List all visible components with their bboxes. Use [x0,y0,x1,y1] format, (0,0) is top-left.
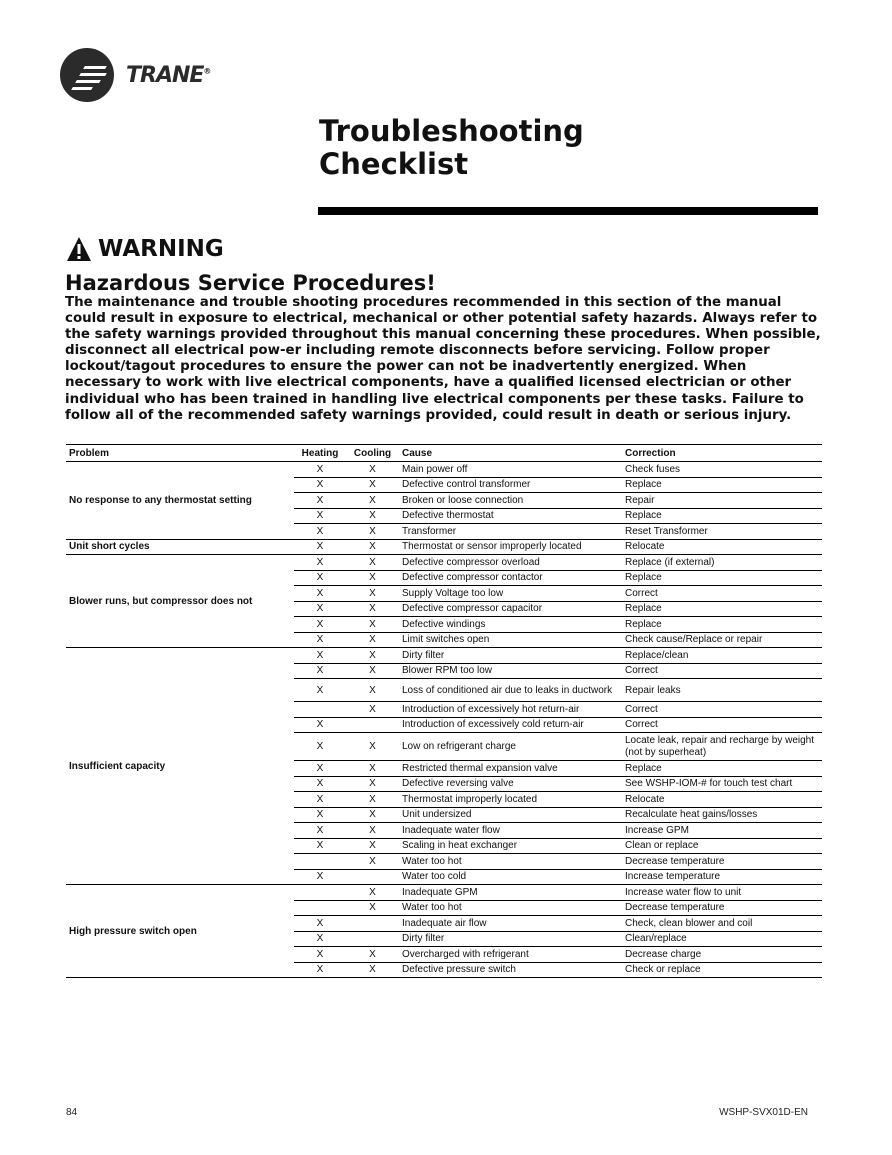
cause-cell: Defective windings [399,617,622,633]
cooling-cell: X [346,792,399,808]
header-correction: Correction [622,445,822,462]
correction-cell: Relocate [622,792,822,808]
cooling-cell: X [346,570,399,586]
correction-cell: Increase temperature [622,869,822,885]
heating-cell: X [294,807,346,823]
heating-cell: X [294,508,346,524]
heating-cell: X [294,663,346,679]
correction-cell: Increase water flow to unit [622,885,822,901]
page-title-line1: Troubleshooting [319,114,584,148]
heating-cell: X [294,539,346,555]
cause-cell: Dirty filter [399,648,622,664]
trane-logo [60,48,210,102]
correction-cell: Relocate [622,539,822,555]
cooling-cell: X [346,776,399,792]
cooling-cell: X [346,679,399,702]
heating-cell: X [294,869,346,885]
correction-cell: Recalculate heat gains/losses [622,807,822,823]
cause-cell: Low on refrigerant charge [399,733,622,761]
warning-label: WARNING [98,236,224,262]
cooling-cell: X [346,539,399,555]
cause-cell: Blower RPM too low [399,663,622,679]
document-code: WSHP-SVX01D-EN [719,1107,808,1118]
correction-cell: Decrease temperature [622,854,822,870]
cooling-cell: X [346,462,399,478]
heating-cell: X [294,648,346,664]
correction-cell: Clean or replace [622,838,822,854]
heating-cell: X [294,823,346,839]
table-row [66,539,822,555]
warning-subtitle: Hazardous Service Procedures! [65,271,436,295]
correction-cell: Correct [622,586,822,602]
cooling-cell: X [346,648,399,664]
heating-cell: X [294,776,346,792]
heating-cell [294,900,346,916]
cause-cell: Defective reversing valve [399,776,622,792]
heating-cell: X [294,477,346,493]
problem-cell: Blower runs, but compressor does not [66,555,294,648]
problem-cell: Unit short cycles [66,539,294,555]
heating-cell: X [294,916,346,932]
heating-cell: X [294,632,346,648]
cooling-cell: X [346,493,399,509]
correction-cell: Replace [622,601,822,617]
cooling-cell [346,869,399,885]
cause-cell: Water too hot [399,854,622,870]
correction-cell: Decrease temperature [622,900,822,916]
trane-logo-text: TRANE® [126,62,211,88]
correction-cell: Correct [622,663,822,679]
cause-cell: Inadequate water flow [399,823,622,839]
cooling-cell: X [346,601,399,617]
cooling-cell: X [346,632,399,648]
correction-cell: Replace/clean [622,648,822,664]
heating-cell [294,885,346,901]
cause-cell: Defective compressor overload [399,555,622,571]
warning-body: The maintenance and trouble shooting procedures recommended in this section of the manual could result in exposure to electrical, mechanical or other potential safety hazards. Always refer to the safety warnings provided throughout this manual concerning these procedures. When possible, disconnect all electrical pow-er including remote disconnects before servicing. Follow proper lockout/tagout procedures to ensure the power can not be inadvertently energized. When necessary to work with live electrical components, have a qualified licensed electrician or other individual who has been trained in handling live electrical components per these tasks. Failure to follow all of the recommended safety warnings provided, could result in death or serious injury. [65,295,821,423]
heating-cell: X [294,617,346,633]
table-header-row [66,445,822,462]
cause-cell: Limit switches open [399,632,622,648]
correction-cell: Clean/replace [622,931,822,947]
cooling-cell: X [346,807,399,823]
correction-cell: Replace [622,508,822,524]
heating-cell: X [294,838,346,854]
heating-cell: X [294,601,346,617]
cooling-cell: X [346,885,399,901]
heating-cell: X [294,733,346,761]
troubleshooting-table [66,444,822,978]
cause-cell: Defective pressure switch [399,962,622,978]
table-row [66,462,822,478]
cooling-cell: X [346,733,399,761]
correction-cell: Replace [622,570,822,586]
cause-cell: Unit undersized [399,807,622,823]
page-title [319,115,584,181]
header-cause: Cause [399,445,622,462]
header-problem: Problem [66,445,294,462]
table-body [66,462,822,978]
heating-cell: X [294,570,346,586]
cooling-cell: X [346,555,399,571]
problem-cell: No response to any thermostat setting [66,462,294,540]
cooling-cell [346,931,399,947]
table-row [66,648,822,664]
correction-cell: Repair leaks [622,679,822,702]
correction-cell: Replace [622,761,822,777]
cause-cell: Introduction of excessively cold return-air [399,717,622,733]
cause-cell: Inadequate air flow [399,916,622,932]
cause-cell: Overcharged with refrigerant [399,947,622,963]
table-row [66,885,822,901]
warning-triangle-icon [66,236,92,262]
heating-cell: X [294,717,346,733]
heating-cell: X [294,761,346,777]
cause-cell: Water too hot [399,900,622,916]
correction-cell: Replace (if external) [622,555,822,571]
correction-cell: Replace [622,477,822,493]
problem-cell: High pressure switch open [66,885,294,978]
heating-cell: X [294,586,346,602]
heating-cell: X [294,792,346,808]
problem-cell: Insufficient capacity [66,648,294,885]
table-row [66,555,822,571]
correction-cell: Check or replace [622,962,822,978]
trane-logo-mark [60,48,114,102]
cooling-cell: X [346,854,399,870]
cooling-cell: X [346,947,399,963]
cooling-cell: X [346,586,399,602]
heating-cell: X [294,947,346,963]
title-rule [318,207,818,215]
cooling-cell: X [346,663,399,679]
cooling-cell: X [346,962,399,978]
heating-cell: X [294,931,346,947]
heating-cell: X [294,493,346,509]
cooling-cell: X [346,761,399,777]
cause-cell: Introduction of excessively hot return-air [399,702,622,718]
correction-cell: Decrease charge [622,947,822,963]
cooling-cell: X [346,508,399,524]
cause-cell: Inadequate GPM [399,885,622,901]
cooling-cell [346,717,399,733]
cause-cell: Defective thermostat [399,508,622,524]
page-number: 84 [66,1107,78,1118]
cause-cell: Restricted thermal expansion valve [399,761,622,777]
cause-cell: Scaling in heat exchanger [399,838,622,854]
correction-cell: Reset Transformer [622,524,822,540]
cause-cell: Water too cold [399,869,622,885]
cooling-cell: X [346,617,399,633]
cause-cell: Thermostat improperly located [399,792,622,808]
cause-cell: Thermostat or sensor improperly located [399,539,622,555]
heating-cell: X [294,962,346,978]
cooling-cell: X [346,477,399,493]
correction-cell: Increase GPM [622,823,822,839]
cooling-cell [346,916,399,932]
cooling-cell: X [346,702,399,718]
cooling-cell: X [346,524,399,540]
cause-cell: Defective compressor capacitor [399,601,622,617]
correction-cell: Check, clean blower and coil [622,916,822,932]
correction-cell: Check cause/Replace or repair [622,632,822,648]
correction-cell: Repair [622,493,822,509]
correction-cell: Correct [622,717,822,733]
header-heating: Heating [294,445,346,462]
correction-cell: Correct [622,702,822,718]
cause-cell: Defective control transformer [399,477,622,493]
header-cooling: Cooling [346,445,399,462]
correction-cell: Replace [622,617,822,633]
cause-cell: Loss of conditioned air due to leaks in ductwork [399,679,622,702]
correction-cell: Check fuses [622,462,822,478]
correction-cell: Locate leak, repair and recharge by weight (not by superheat) [622,733,822,761]
heating-cell [294,854,346,870]
warning-heading [66,236,224,262]
cooling-cell: X [346,823,399,839]
cooling-cell: X [346,900,399,916]
cause-cell: Transformer [399,524,622,540]
cause-cell: Dirty filter [399,931,622,947]
page-title-line2: Checklist [319,147,469,181]
heating-cell: X [294,462,346,478]
heating-cell [294,702,346,718]
cause-cell: Broken or loose connection [399,493,622,509]
cause-cell: Main power off [399,462,622,478]
heating-cell: X [294,679,346,702]
heating-cell: X [294,524,346,540]
heating-cell: X [294,555,346,571]
cooling-cell: X [346,838,399,854]
correction-cell: See WSHP-IOM-# for touch test chart [622,776,822,792]
cause-cell: Defective compressor contactor [399,570,622,586]
cause-cell: Supply Voltage too low [399,586,622,602]
